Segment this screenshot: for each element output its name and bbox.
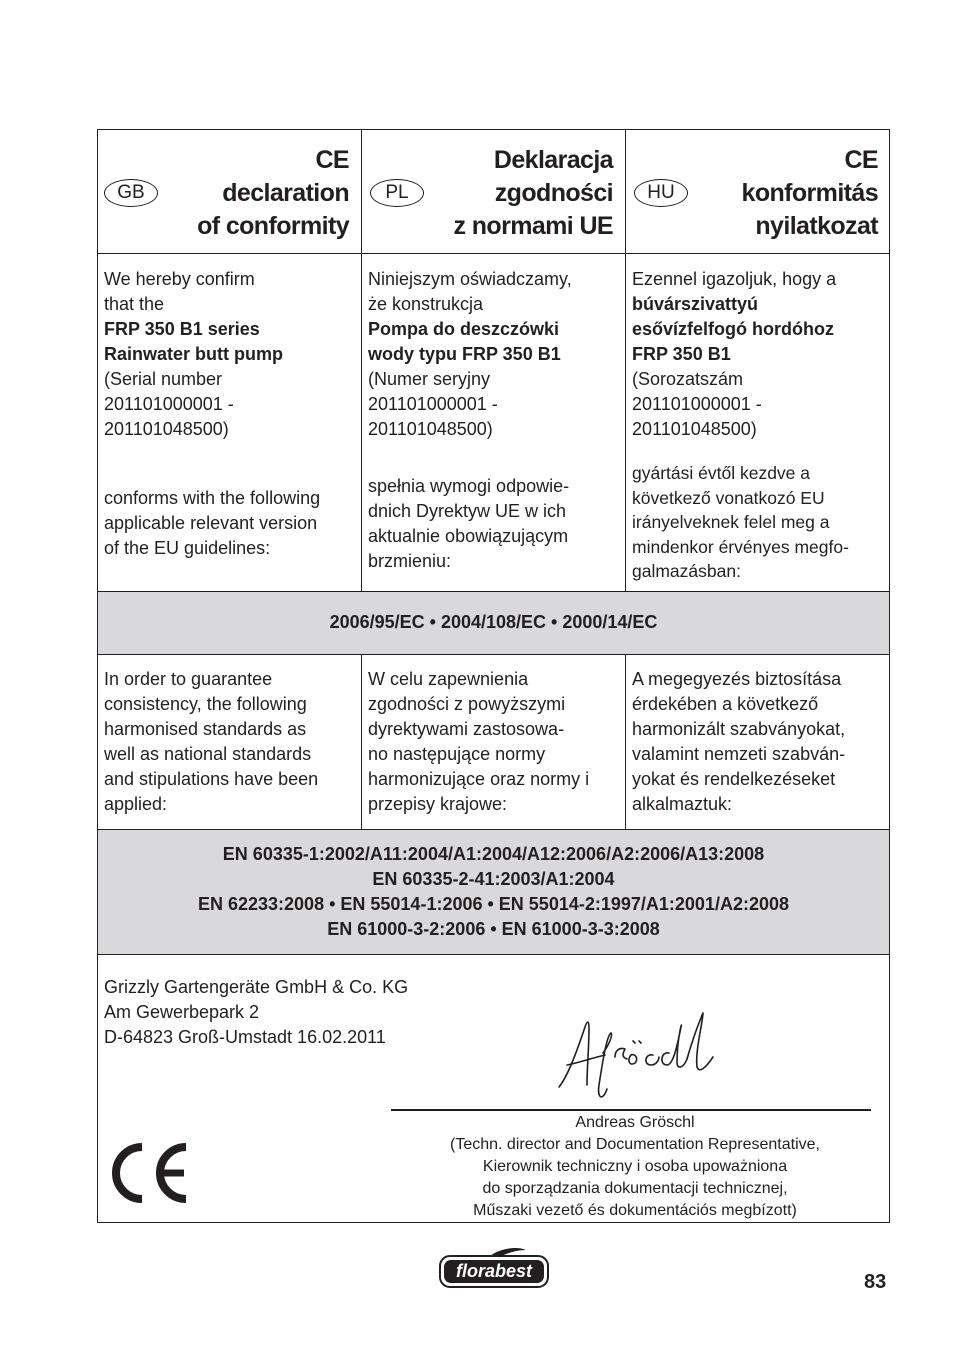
intro-gb: We hereby confirm that the FRP 350 B1 series Rainwater butt pump (Serial number 201101000001 - 201101048500) — [104, 269, 283, 439]
header-title-hu: CE konformitás nyilatkozat — [741, 146, 878, 240]
intro-hu: Ezennel igazoljuk, hogy a búvárszivattyú esővízfelfogó hordóhoz FRP 350 B1 (Sorozatszám 201101000001 - 201101048500) — [632, 269, 837, 439]
row-divider — [98, 654, 889, 655]
declaration-table — [97, 129, 890, 1223]
header-title-pl: Deklaracja zgodności z normami UE — [453, 146, 613, 240]
standards-intro-pl: W celu zapewnienia zgodności z powyższymi dyrektywami zastosowa- no następujące normy harmonizujące oraz normy i przepisy krajowe: — [368, 669, 590, 814]
signatory-name: Andreas Gröschl — [575, 1114, 695, 1131]
standard-line: EN 60335-2-41:2003/A1:2004 — [372, 869, 615, 889]
company-address: Grizzly Gartengeräte GmbH & Co. KG Am Gewerbepark 2 D-64823 Groß-Umstadt 16.02.2011 — [104, 977, 409, 1047]
ce-mark-icon — [108, 1141, 192, 1207]
page-number: 83 — [864, 1271, 887, 1293]
directives-text: 2006/95/EC • 2004/108/EC • 2000/14/EC — [329, 612, 658, 632]
language-badge-pl: PL — [370, 179, 424, 207]
intro-pl: Niniejszym oświadczamy, że konstrukcja Pompa do deszczówki wody typu FRP 350 B1 (Numer seryjny 201101000001 - 201101048500) — [368, 269, 572, 439]
footer-section — [98, 955, 889, 1223]
standards-band — [98, 830, 889, 954]
header-hu — [626, 130, 890, 253]
conformity-gb: conforms with the following applicable relevant version of the EU guidelines: — [104, 488, 321, 558]
standard-line: EN 60335-1:2002/A11:2004/A1:2004/A12:2006/A2:2006/A13:2008 — [222, 844, 765, 864]
standards-intro-gb: In order to guarantee consistency, the following harmonised standards as well as national standards and stipulations have been applied: — [104, 669, 319, 814]
standard-line: EN 62233:2008 • EN 55014-1:2006 • EN 55014-2:1997/A1:2001/A2:2008 — [197, 894, 789, 914]
header-gb — [98, 130, 361, 253]
header-pl — [362, 130, 625, 253]
directives-band — [98, 592, 889, 654]
standards-intro-hu: A megegyezés biztosítása érdekében a következő harmonizált szabványokat, valamint nemzeti szabván- yokat és rendelkezéseket alkalmaztuk: — [632, 669, 846, 814]
conformity-pl: spełnia wymogi odpowie- dnich Dyrektyw UE w ich aktualnie obowiązującym brzmieniu: — [368, 476, 570, 571]
conformity-hu: gyártási évtől kezdve a következő vonatkozó EU irányelveknek felel meg a mindenkor érvényes megfo- galmazásban: — [632, 463, 849, 581]
standard-line: EN 61000-3-2:2006 • EN 61000-3-3:2008 — [327, 919, 660, 939]
signatory-caption: Andreas Gröschl (Techn. director and Documentation Representative, Kierownik techniczny i osoba upoważniona do sporządzania dokumentacji technicznej, Műszaki vezető és dokumentációs megbízott) — [391, 1112, 879, 1222]
row-divider — [98, 253, 889, 254]
language-badge-hu: HU — [634, 179, 688, 207]
signature-line — [391, 1109, 871, 1111]
florabest-logo — [438, 1246, 552, 1290]
header-title-gb: CE declaration of conformity — [197, 146, 349, 240]
handwritten-signature — [553, 1007, 723, 1107]
svg-text:florabest: florabest — [455, 1261, 533, 1281]
language-badge-gb: GB — [104, 179, 158, 207]
